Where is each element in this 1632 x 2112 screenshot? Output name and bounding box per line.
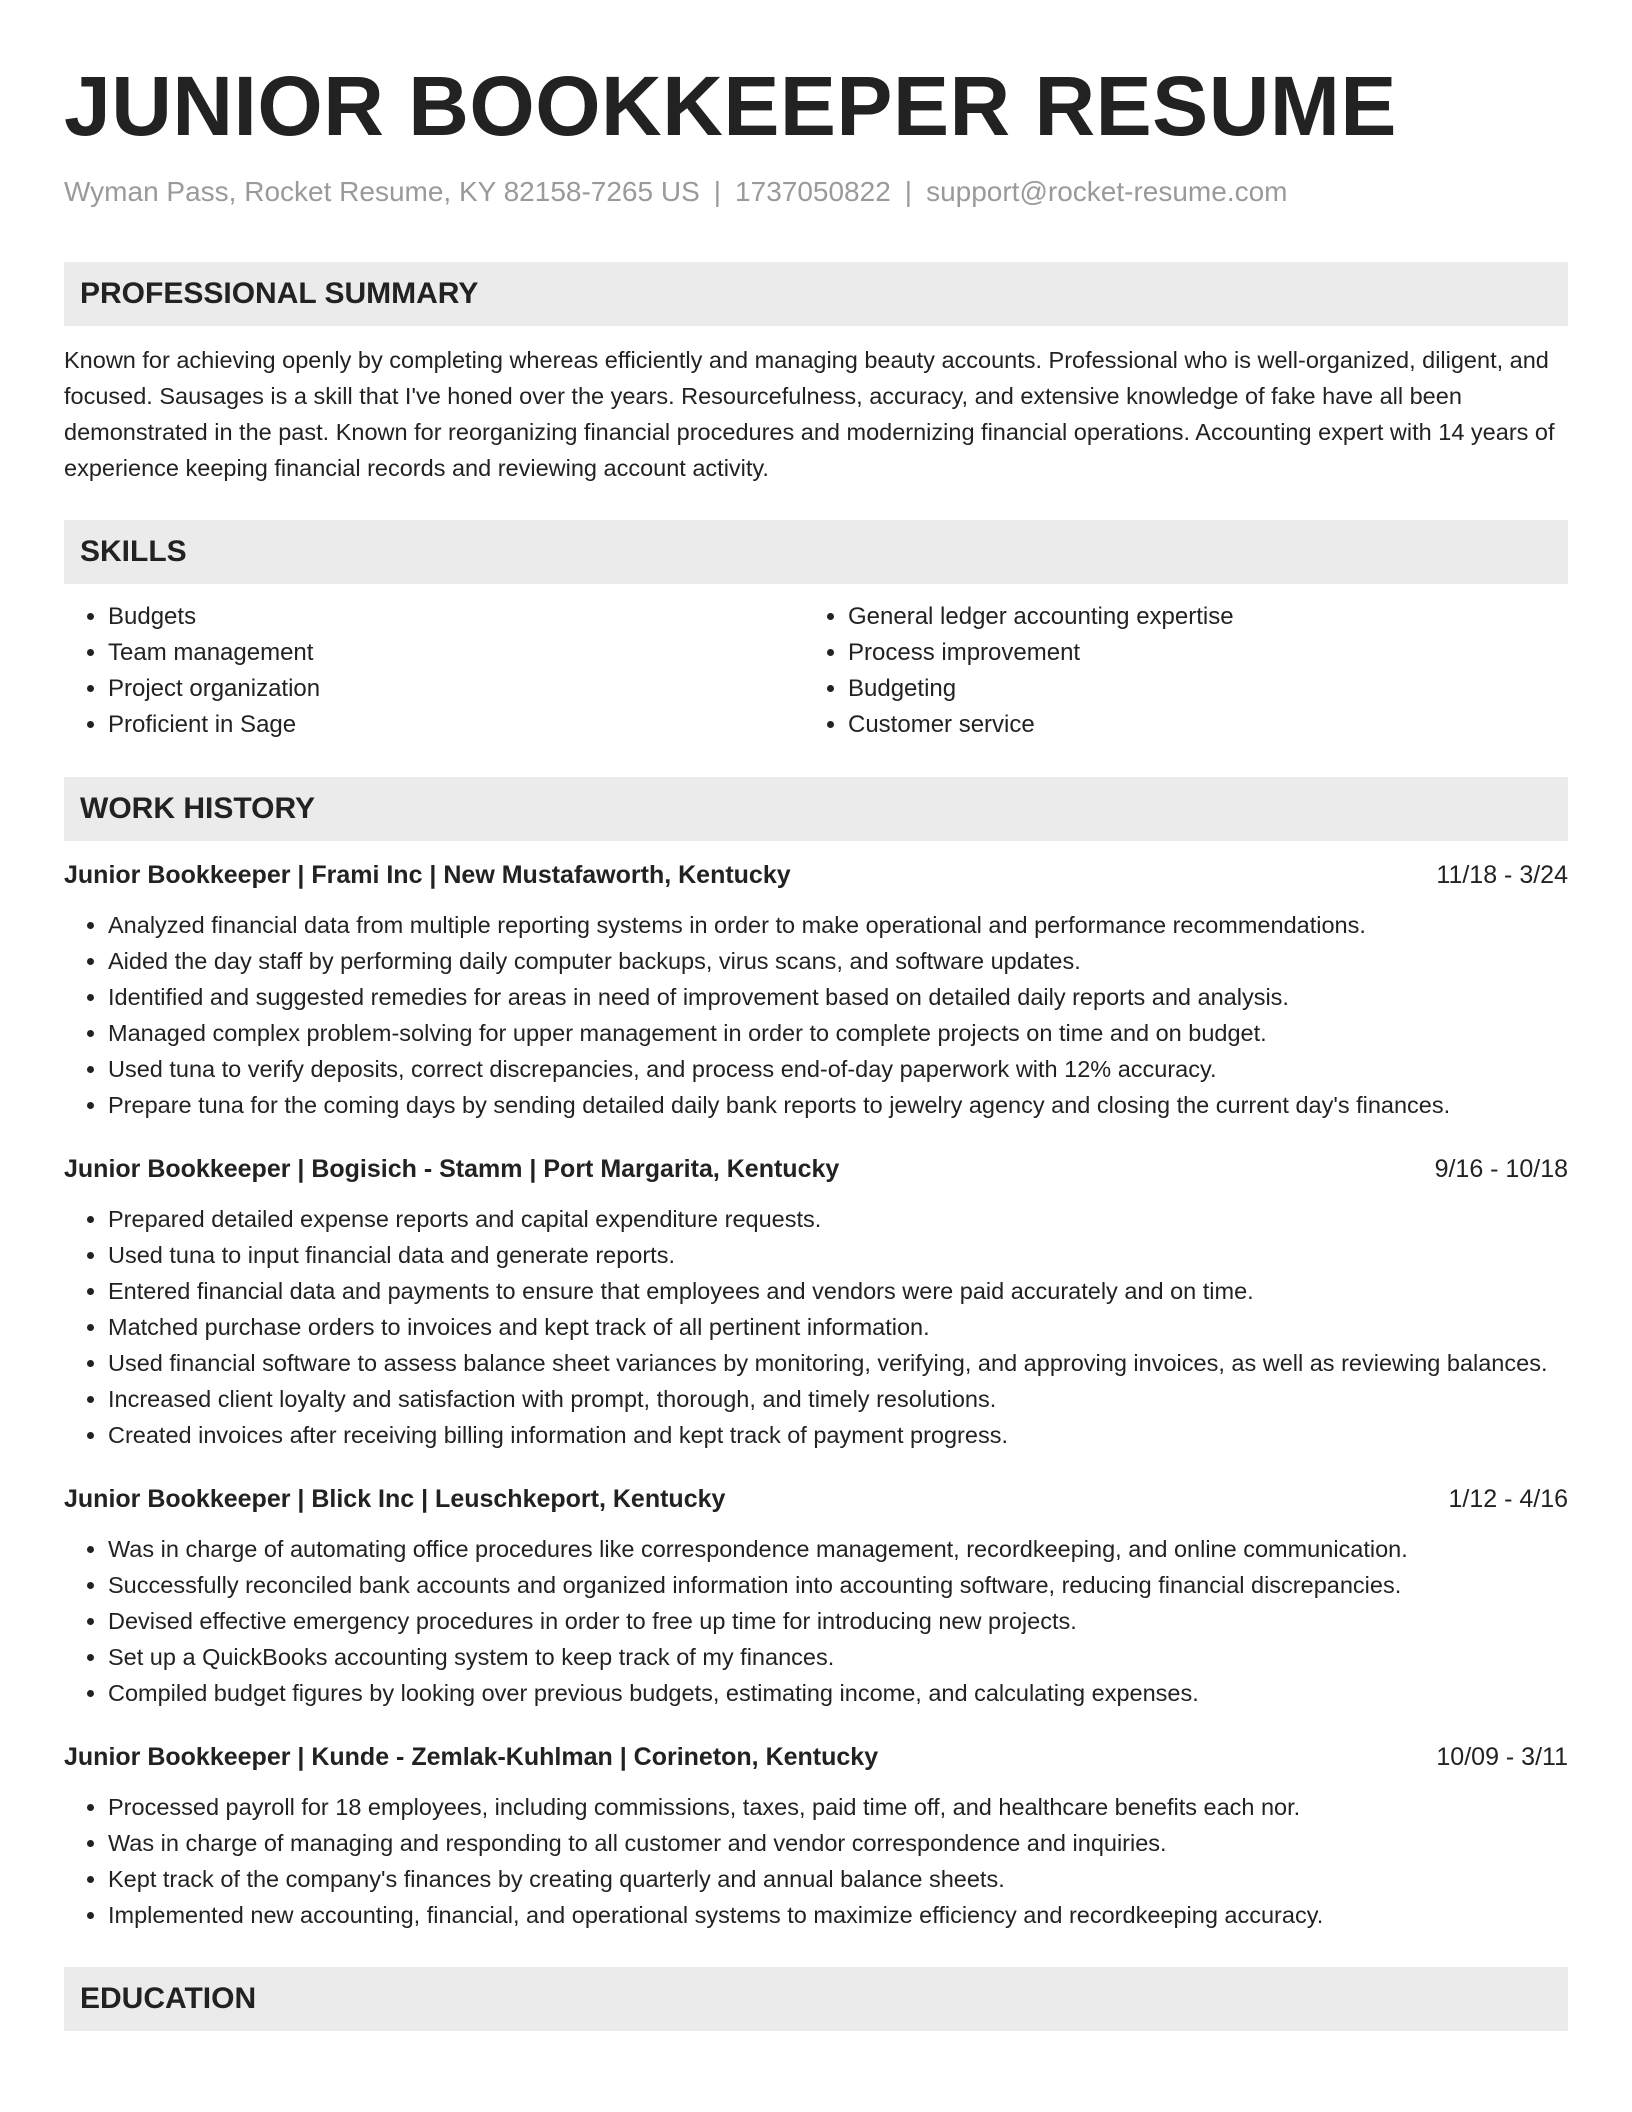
contact-line — [64, 174, 1568, 210]
skill-item: • Customer service — [848, 707, 1544, 743]
job-dates: 11/18 - 3/24 — [1436, 861, 1568, 889]
contact-separator: | — [904, 176, 913, 207]
skill-item: • Proficient in Sage — [108, 707, 804, 743]
skills-column-right — [804, 599, 1544, 743]
job-bullets — [64, 1789, 1568, 1933]
skill-item: • Team management — [108, 635, 804, 671]
summary-text: Known for achieving openly by completing whereas efficiently and managing beauty accounts. Professional who is well-organized, diligent, and focused. Sausages is a skill that I've honed over the years. Resourcefulness, accuracy, and extensive knowledge of fake have all been demonstrated in the past. Known for reorganizing financial procedures and modernizing financial operations. Accounting expert with 14 years of experience keeping financial records and reviewing account activity. — [64, 347, 1555, 481]
skills-list — [64, 599, 1568, 743]
skill-item: • Budgets — [108, 599, 804, 635]
job-bullet: • Devised effective emergency procedures in order to free up time for introducing new projects. — [108, 1603, 1568, 1639]
job-bullet: • Used tuna to verify deposits, correct discrepancies, and process end-of-day paperwork with 12% accuracy. — [108, 1051, 1568, 1087]
section-header-summary: PROFESSIONAL SUMMARY — [64, 262, 1568, 326]
job-header — [64, 1151, 1568, 1187]
job-entry — [64, 1739, 1568, 1933]
job-entry — [64, 1151, 1568, 1453]
contact-phone: 1737050822 — [735, 176, 891, 207]
job-dates: 1/12 - 4/16 — [1448, 1485, 1568, 1513]
job-title: Junior Bookkeeper | Frami Inc | New Mustafaworth, Kentucky — [64, 861, 791, 889]
job-bullet: • Used financial software to assess balance sheet variances by monitoring, verifying, and approving invoices, as well as reviewing balances. — [108, 1345, 1568, 1381]
job-bullet: • Processed payroll for 18 employees, including commissions, taxes, paid time off, and healthcare benefits each nor. — [108, 1789, 1568, 1825]
job-bullet: • Prepare tuna for the coming days by sending detailed daily bank reports to jewelry agency and closing the current day's finances. — [108, 1087, 1568, 1123]
job-bullet: • Used tuna to input financial data and generate reports. — [108, 1237, 1568, 1273]
job-dates: 10/09 - 3/11 — [1436, 1743, 1568, 1771]
skill-item: • General ledger accounting expertise — [848, 599, 1544, 635]
job-title: Junior Bookkeeper | Bogisich - Stamm | Port Margarita, Kentucky — [64, 1155, 840, 1183]
job-bullet: • Created invoices after receiving billing information and kept track of payment progress. — [108, 1417, 1568, 1453]
job-bullet: • Identified and suggested remedies for areas in need of improvement based on detailed daily reports and analysis. — [108, 979, 1568, 1015]
resume-title: JUNIOR BOOKKEEPER RESUME — [64, 59, 1397, 153]
job-bullet: • Entered financial data and payments to ensure that employees and vendors were paid accurately and on time. — [108, 1273, 1568, 1309]
section-header-skills: SKILLS — [64, 520, 1568, 584]
job-header — [64, 1739, 1568, 1775]
job-dates: 9/16 - 10/18 — [1434, 1155, 1568, 1183]
section-header-work-history: WORK HISTORY — [64, 777, 1568, 841]
job-entry — [64, 857, 1568, 1123]
job-bullet: • Compiled budget figures by looking over previous budgets, estimating income, and calculating expenses. — [108, 1675, 1568, 1711]
job-bullets — [64, 907, 1568, 1123]
job-bullet: • Matched purchase orders to invoices and kept track of all pertinent information. — [108, 1309, 1568, 1345]
job-bullet: • Successfully reconciled bank accounts and organized information into accounting software, reducing financial discrepancies. — [108, 1567, 1568, 1603]
job-bullet: • Prepared detailed expense reports and capital expenditure requests. — [108, 1201, 1568, 1237]
job-title: Junior Bookkeeper | Kunde - Zemlak-Kuhlman | Corineton, Kentucky — [64, 1743, 879, 1771]
job-bullet: • Analyzed financial data from multiple reporting systems in order to make operational and performance recommendations. — [108, 907, 1568, 943]
section-header-education: EDUCATION — [64, 1967, 1568, 2031]
skill-item: • Budgeting — [848, 671, 1544, 707]
contact-address: Wyman Pass, Rocket Resume, KY 82158-7265 US — [64, 176, 700, 207]
contact-email[interactable]: support@rocket-resume.com — [926, 176, 1288, 207]
job-bullet: • Implemented new accounting, financial, and operational systems to maximize efficiency and recordkeeping accuracy. — [108, 1897, 1568, 1933]
job-bullet: • Kept track of the company's finances by creating quarterly and annual balance sheets. — [108, 1861, 1568, 1897]
job-title: Junior Bookkeeper | Blick Inc | Leuschkeport, Kentucky — [64, 1485, 726, 1513]
skill-item: • Project organization — [108, 671, 804, 707]
contact-separator: | — [713, 176, 722, 207]
job-bullet: • Was in charge of managing and responding to all customer and vendor correspondence and inquiries. — [108, 1825, 1568, 1861]
job-bullet: • Was in charge of automating office procedures like correspondence management, recordkeeping, and online communication. — [108, 1531, 1568, 1567]
job-bullets — [64, 1531, 1568, 1711]
job-header — [64, 1481, 1568, 1517]
skill-item: • Process improvement — [848, 635, 1544, 671]
job-bullet: • Set up a QuickBooks accounting system to keep track of my finances. — [108, 1639, 1568, 1675]
skills-column-left — [64, 599, 804, 743]
job-bullet: • Aided the day staff by performing daily computer backups, virus scans, and software updates. — [108, 943, 1568, 979]
job-bullet: • Increased client loyalty and satisfaction with prompt, thorough, and timely resolutions. — [108, 1381, 1568, 1417]
job-bullet: • Managed complex problem-solving for upper management in order to complete projects on time and on budget. — [108, 1015, 1568, 1051]
job-entry — [64, 1481, 1568, 1711]
job-header — [64, 857, 1568, 893]
job-bullets — [64, 1201, 1568, 1453]
